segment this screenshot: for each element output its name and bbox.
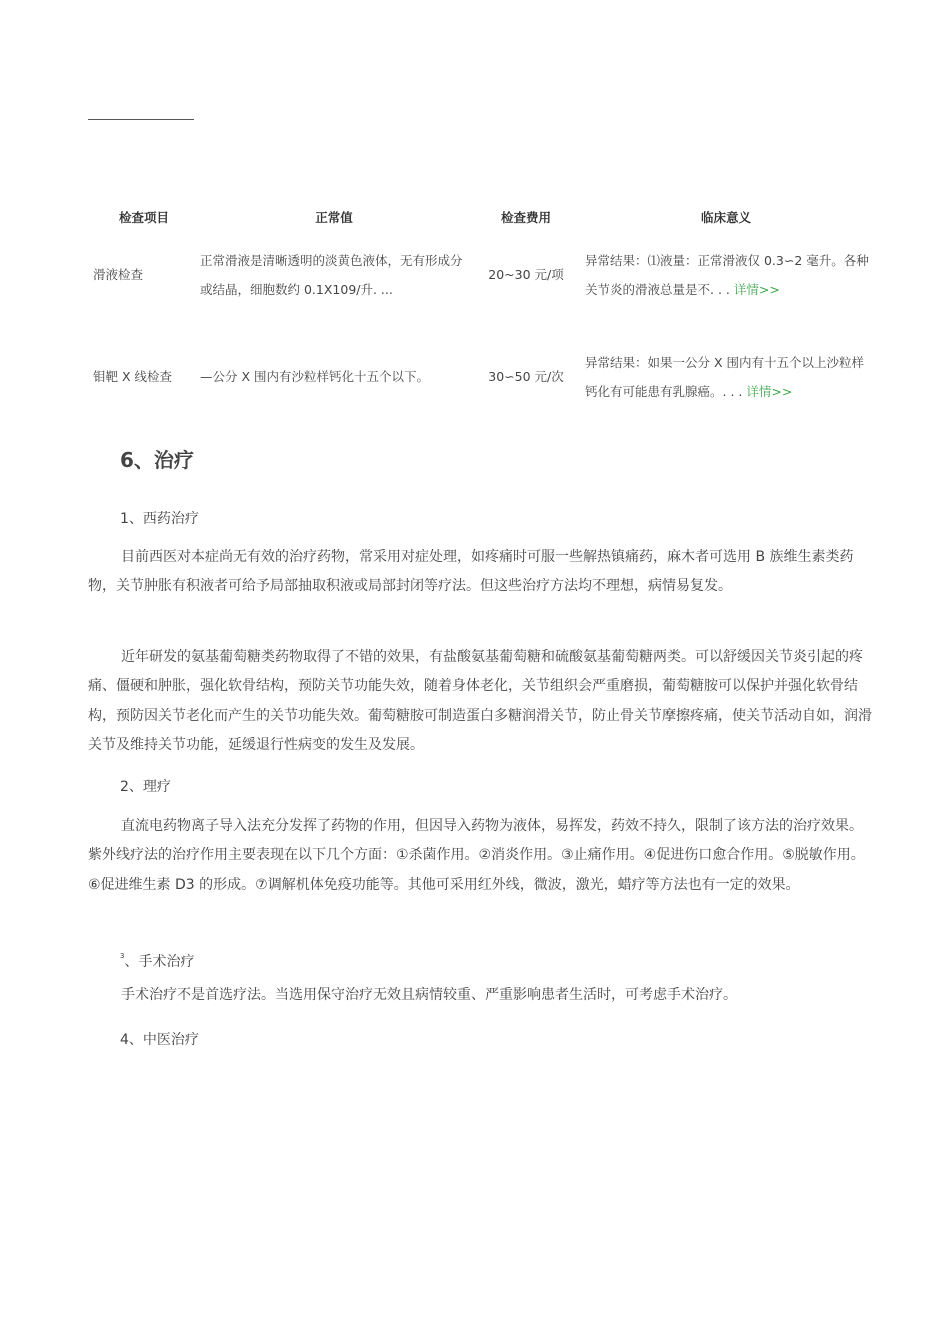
header-cost: 检查费用 [500, 210, 551, 225]
header-exam-item: 检查项目 [118, 210, 169, 225]
cell-exam-item: 滑液检查 [93, 267, 144, 282]
cell-clinical-meaning [585, 246, 869, 304]
top-divider [88, 119, 194, 120]
clinical-text: 异常结果：⑴液量：正常滑液仅 0.3∽2 毫升。各种关节炎的滑液总量是不. . . [585, 253, 869, 297]
header-normal-value: 正常值 [315, 210, 353, 225]
paragraph: 近年研发的氨基葡萄糖类药物取得了不错的效果，有盐酸氨基葡萄糖和硫酸氨基葡萄糖两类。可以舒缓因关节炎引起的疼痛、僵硬和肿胀，强化软骨结构，预防关节功能失效，随着身体老化，关节组织会严重磨损，葡萄糖胺可以保护并强化软骨结构，预防因关节老化而产生的关节功能失效。葡萄糖胺可制造蛋白多糖润滑关节，防止骨关节摩擦疼痛，使关节活动自如，润滑关节及维持关节功能，延缓退行性病变的发生及发展。 [88, 649, 872, 753]
subheading-surgery [120, 945, 194, 973]
paragraph: 手术治疗不是首选疗法。当选用保守治疗无效且病情较重、严重影响患者生活时，可考虑手术治疗。 [121, 987, 737, 1003]
subheading-western-medicine: 1、西药治疗 [120, 511, 199, 527]
subheading-number: 3 [120, 952, 125, 960]
paragraph: 目前西医对本症尚无有效的治疗药物，常采用对症处理，如疼痛时可服一些解热镇痛药，麻木者可选用 B 族维生素类药物，关节肿胀有积液者可给予局部抽取积液或局部封闭等疗法。但这些治疗方法均不理想，病情易复发。 [88, 549, 854, 595]
detail-link[interactable]: 详情>> [746, 384, 793, 399]
detail-link[interactable]: 详情>> [733, 282, 780, 297]
subheading-physiotherapy: 2、理疗 [120, 779, 171, 795]
header-clinical-meaning: 临床意义 [700, 210, 751, 225]
cell-clinical-meaning [585, 348, 869, 406]
cell-exam-item: 钼靶 X 线检查 [93, 369, 173, 384]
paragraph: 直流电药物离子导入法充分发挥了药物的作用，但因导入药物为液体，易挥发，药效不持久，限制了该方法的治疗效果。紫外线疗法的治疗作用主要表现在以下几个方面：①杀菌作用。②消炎作用。③止痛作用。④促进伤口愈合作用。⑤脱敏作用。⑥促进维生素 D3 的形成。⑦调解机体免疫功能等。其他可采用红外线，微波，激光，蜡疗等方法也有一定的效果。 [88, 818, 865, 893]
subheading-label: 、手术治疗 [124, 954, 195, 970]
cell-normal-value: 正常滑液是清晰透明的淡黄色液体，无有形成分或结晶，细胞数约 0.1X109/升. ... [200, 253, 463, 297]
clinical-text: 异常结果：如果一公分 X 围内有十五个以上沙粒样钙化有可能患有乳腺癌。. . . [585, 355, 865, 399]
section-title: 6、治疗 [120, 448, 194, 472]
cell-normal-value: —公分 X 围内有沙粒样钙化十五个以下。 [200, 369, 430, 384]
subheading-tcm: 4、中医治疗 [120, 1032, 199, 1048]
cell-cost: 30∽50 元/次 [488, 369, 564, 384]
cell-cost: 20~30 元/项 [488, 267, 564, 282]
